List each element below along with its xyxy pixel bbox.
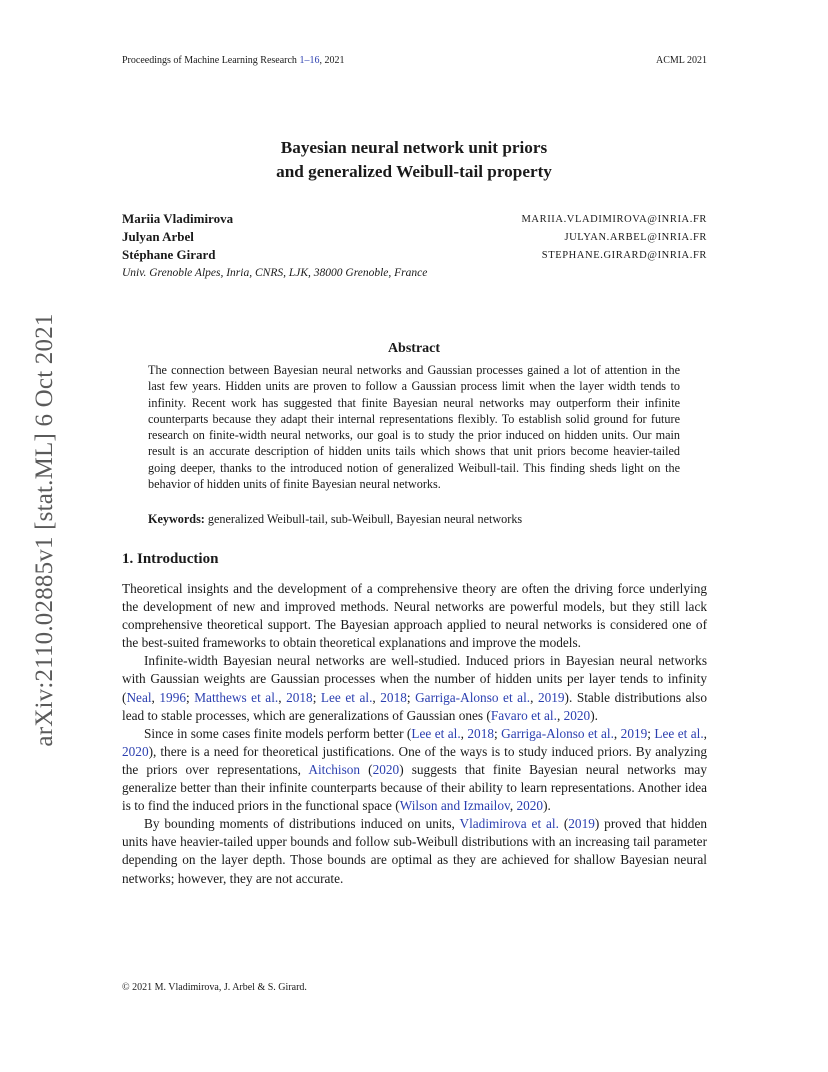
citation-link[interactable]: 2018 bbox=[380, 689, 407, 705]
citation-link[interactable]: Favaro et al. bbox=[490, 707, 557, 723]
citation-link[interactable]: Lee et al. bbox=[320, 689, 373, 705]
author-row bbox=[122, 246, 707, 264]
page-range-link[interactable]: 1–16 bbox=[299, 55, 320, 66]
citation-link[interactable]: Lee et al. bbox=[654, 725, 704, 741]
author-email[interactable]: JULYAN.ARBEL@INRIA.FR bbox=[564, 231, 707, 243]
citation-link[interactable]: 2020 bbox=[516, 798, 544, 814]
citation-link[interactable]: 2020 bbox=[372, 761, 400, 777]
arxiv-sidebar bbox=[30, 290, 60, 770]
title-line-1: Bayesian neural network unit priors bbox=[280, 138, 548, 157]
author-name: Mariia Vladimirova bbox=[122, 211, 234, 226]
citation-link[interactable]: 2018 bbox=[467, 725, 494, 741]
citation-link[interactable]: Aitchison bbox=[308, 761, 361, 777]
author-block bbox=[122, 210, 707, 282]
author-name: Stéphane Girard bbox=[122, 247, 216, 262]
citation-link[interactable]: Garriga-Alonso et al. bbox=[501, 725, 614, 741]
citation-link[interactable]: 2019 bbox=[620, 725, 648, 741]
citation-link[interactable]: Vladimirova et al. bbox=[459, 816, 559, 832]
running-header-left: Proceedings of Machine Learning Research 1–16, 2021 bbox=[122, 55, 345, 66]
abstract-text: The connection between Bayesian neural networks and Gaussian processes gained a lot of attention in the last few years. Hidden units are proven to follow a Gaussian process limit when the layer width tends to infinity. Recent work has suggested that finite Bayesian neural networks may outperform their infinite counterparts because they adapt their internal representations flexibly. To establish solid ground for future research on finite-width neural networks, our goal is to study the prior induced on hidden units. Our main result is an accurate description of hidden units tails which shows that unit priors become heavier-tailed going deeper, thanks to the introduced notion of generalized Weibull-tail. This finding sheds light on the behavior of hidden units of finite Bayesian neural networks. bbox=[148, 363, 680, 492]
copyright-footer: © 2021 M. Vladimirova, J. Arbel & S. Girard. bbox=[122, 982, 307, 993]
citation-link[interactable]: 2018 bbox=[286, 689, 313, 705]
author-email[interactable]: STEPHANE.GIRARD@INRIA.FR bbox=[541, 249, 707, 261]
body-text bbox=[122, 580, 707, 888]
paper-title bbox=[0, 136, 828, 184]
abstract-heading: Abstract bbox=[387, 341, 441, 356]
keywords-label: Keywords: bbox=[148, 512, 205, 526]
title-line-2: and generalized Weibull-tail property bbox=[276, 162, 552, 181]
citation-link[interactable]: Garriga-Alonso et al. bbox=[415, 689, 531, 705]
keywords-line bbox=[148, 512, 522, 527]
citation-link[interactable]: 2019 bbox=[568, 816, 595, 832]
citation-link[interactable]: Lee et al. bbox=[411, 725, 461, 741]
citation-link[interactable]: Neal bbox=[126, 689, 152, 705]
paragraph: Since in some cases finite models perform better (Lee et al., 2018; Garriga-Alonso et al., 2019; Lee et al., 2020), there is a need for theoretical justifications. One of the ways is to study induced priors. By analyzing the priors over representations, Aitchison (2020) suggests that finite Bayesian neural networks may generalize better than their infinite counterparts because of their ability to learn representations. Another idea is to find the induced priors in the functional space (Wilson and Izmailov, 2020). bbox=[122, 725, 707, 814]
paragraph: Infinite-width Bayesian neural networks are well-studied. Induced priors in Bayesian neural networks with Gaussian weights are Gaussian processes when the number of hidden units per layer tends to infinity (Neal, 1996; Matthews et al., 2018; Lee et al., 2018; Garriga-Alonso et al., 2019). Stable distributions also lead to stable processes, which are generalizations of Gaussian ones (Favaro et al., 2020). bbox=[122, 653, 708, 723]
paragraph: By bounding moments of distributions induced on units, Vladimirova et al. (2019) proved that hidden units have heavier-tailed upper bounds and follow sub-Weibull distributions with an increasing tail parameter depending on the layer depth. Those bounds are optimal as they are achieved for shallow Bayesian neural networks; however, they are not accurate. bbox=[122, 816, 708, 886]
author-email[interactable]: MARIIA.VLADIMIROVA@INRIA.FR bbox=[521, 213, 707, 225]
citation-link[interactable]: 2020 bbox=[563, 707, 591, 723]
author-name: Julyan Arbel bbox=[122, 229, 194, 244]
citation-link[interactable]: Matthews et al. bbox=[194, 689, 279, 705]
arxiv-identifier: arXiv:2110.02885v1 [stat.ML] 6 Oct 2021 bbox=[31, 313, 58, 747]
author-row bbox=[122, 228, 707, 246]
running-header-right: ACML 2021 bbox=[655, 55, 707, 66]
keywords-list: generalized Weibull-tail, sub-Weibull, Bayesian neural networks bbox=[207, 512, 523, 526]
citation-link[interactable]: 2019 bbox=[537, 689, 565, 705]
citation-link[interactable]: 1996 bbox=[159, 689, 186, 705]
citation-link[interactable]: Wilson and Izmailov bbox=[399, 798, 510, 814]
paragraph: Theoretical insights and the development of a comprehensive theory are often the driving force underlying the development of new and improved methods. Neural networks are powerful models, but they still lack comprehensive theoretical support. The Bayesian approach applied to neural networks is considered one of the best-suited frameworks to obtain theoretical explanations and improve the models. bbox=[122, 581, 707, 651]
citation-link[interactable]: 2020 bbox=[122, 743, 149, 759]
author-row bbox=[122, 210, 707, 228]
section-heading: 1. Introduction bbox=[122, 551, 219, 567]
affiliation: Univ. Grenoble Alpes, Inria, CNRS, LJK, 38000 Grenoble, France bbox=[122, 267, 428, 279]
